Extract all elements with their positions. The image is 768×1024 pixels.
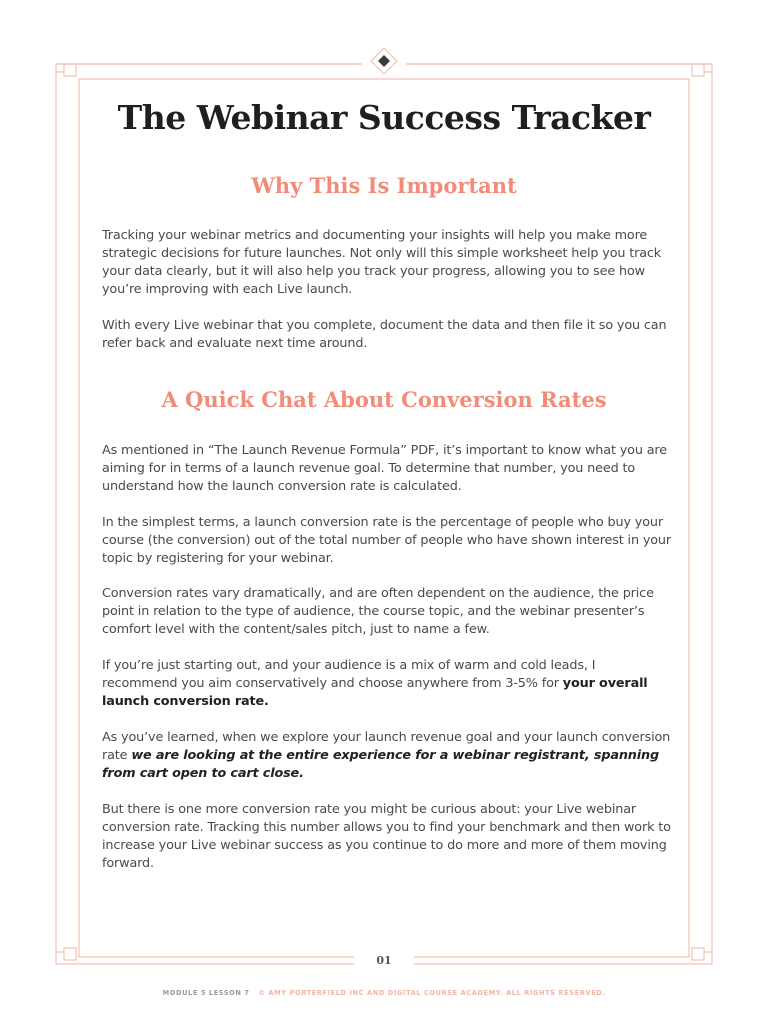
page-title: The Webinar Success Tracker [117, 98, 651, 137]
paragraph-as-youve-learned-text: As you’ve learned, when we explore your launch revenue goal and your launch conversion rate [102, 730, 671, 763]
paragraph-as-youve-learned-emphasis [102, 748, 659, 781]
paragraph-one-more-conversion-rate: But there is one more conversion rate you might be curious about: your Live webinar conversion rate. Tracking this number allows you to find your benchmark and then work to increase your Live webinar success as you continue to do more and more of them moving forward. [102, 802, 671, 871]
footer-spacer [253, 989, 256, 997]
paragraph-conversion-rates-vary: Conversion rates vary dramatically, and are often dependent on the audience, the price point in relation to the type of audience, the course topic, and the webinar presenter’s comfort level with the content/sales pitch, just to name a few. [102, 586, 654, 637]
page-footer [0, 989, 768, 997]
paragraph-as-youve-learned [102, 729, 672, 783]
top-diamond-ornament [362, 48, 406, 74]
paragraph-every-live-webinar: With every Live webinar that you complete, document the data and then file it so you can refer back and evaluate next time around. [102, 318, 667, 351]
heading-why-important: Why This Is Important [251, 173, 517, 198]
heading-conversion-rates: A Quick Chat About Conversion Rates [161, 387, 607, 412]
footer-module-label: MODULE 5 LESSON 7 [162, 989, 250, 997]
footer-copyright: © AMY PORTERFIELD INC AND DIGITAL COURSE ACADEMY. ALL RIGHTS RESERVED. [258, 989, 606, 997]
paragraph-just-starting-out-text: If you’re just starting out, and your audience is a mix of warm and cold leads, I recommend you aim conservatively and choose anywhere from 3-5% for [102, 658, 596, 691]
paragraph-just-starting-out-emphasis: your overall launch conversion rate. [102, 676, 648, 709]
paragraph-tracking-metrics: Tracking your webinar metrics and documenting your insights will help you make more strategic decisions for future launches. Not only will this simple worksheet help you track your data clearly, but it will also help you track your progress, allowing you to see how you’re improving with each Live launch. [102, 228, 662, 297]
paragraph-simplest-terms: In the simplest terms, a launch conversion rate is the percentage of people who buy your course (the conversion) out of the total number of people who have shown interest in your topic by registering for your webinar. [102, 515, 672, 566]
page-number: 01 [354, 954, 414, 967]
paragraph-just-starting-out [102, 657, 672, 711]
paragraph-as-youve-learned-emphasis-italic: we are looking at the entire experience for a webinar registrant, spanning from cart open to cart close. [102, 748, 659, 781]
paragraph-launch-revenue-formula: As mentioned in “The Launch Revenue Formula” PDF, it’s important to know what you are aiming for in terms of a launch revenue goal. To determine that number, you need to understand how the launch conversion rate is calculated. [102, 443, 667, 494]
